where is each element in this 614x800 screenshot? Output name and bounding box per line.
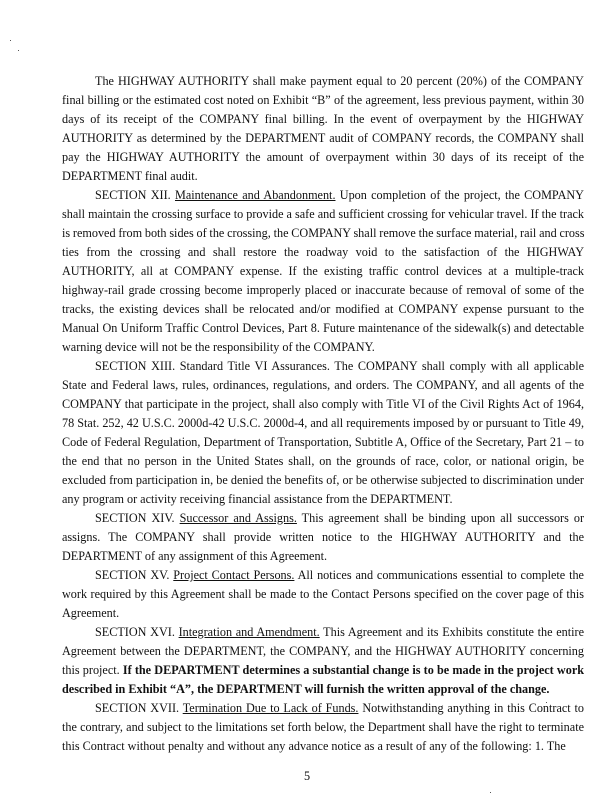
text-run: warning device will not be the responsibility of the COMPANY. xyxy=(62,340,375,354)
text-run: AUTHORITY, all at COMPANY expense. If the existing traffic control devices at a multiple-track xyxy=(62,264,584,278)
text-run: All notices and communications essential to complete the xyxy=(294,568,584,582)
text-line xyxy=(62,338,584,357)
bold-text: If the DEPARTMENT determines a substantial change is to be made in the project work xyxy=(122,663,585,677)
text-run: SECTION XII. xyxy=(95,188,175,202)
text-run: the end that no person in the United States shall, on the grounds of race, color, or national origin, be xyxy=(62,454,584,468)
text-run: Upon completion of the project, the COMPANY xyxy=(335,188,584,202)
text-line xyxy=(62,186,584,205)
section-heading: Maintenance and Abandonment. xyxy=(174,188,336,202)
text-line xyxy=(62,528,584,547)
text-line xyxy=(62,737,584,756)
text-run: days of its receipt of the COMPANY final billing. In the event of overpayment by the HIGHWAY xyxy=(62,112,584,126)
section-heading: Termination Due to Lack of Funds. xyxy=(182,701,359,715)
text-line xyxy=(62,395,584,414)
text-run: Agreement. xyxy=(62,606,120,620)
text-run: highway-rail grade crossing become improperly placed or inaccurate because of removal of some of the xyxy=(62,283,584,297)
section-heading: Successor and Assigns. xyxy=(179,511,297,525)
text-run: 78 Stat. 252, 42 U.S.C. 2000d-42 U.S.C. 2000d-4, and all requirements imposed by or pursuant to Title 49, xyxy=(62,416,584,430)
text-line xyxy=(62,167,584,186)
text-line xyxy=(62,357,584,376)
text-line xyxy=(62,91,584,110)
text-run: SECTION XVI. xyxy=(95,625,179,639)
text-line xyxy=(62,262,584,281)
text-line xyxy=(62,300,584,319)
text-run: final billing or the estimated cost noted on Exhibit “B” of the agreement, less previous payment, within 30 xyxy=(62,93,584,107)
text-run: any program or activity receiving financial assistance from the DEPARTMENT. xyxy=(62,492,453,506)
text-run: This agreement shall be binding upon all successors or xyxy=(296,511,584,525)
text-line xyxy=(62,699,584,718)
text-run: SECTION XV. xyxy=(95,568,174,582)
text-line xyxy=(62,129,584,148)
document-body xyxy=(62,72,584,756)
section-heading: Integration and Amendment. xyxy=(178,625,320,639)
text-line xyxy=(62,452,584,471)
page-number: 5 xyxy=(303,769,311,783)
text-run: pay the HIGHWAY AUTHORITY the amount of overpayment within 30 days of its receipt of the xyxy=(62,150,584,164)
text-run: SECTION XIV. xyxy=(95,511,180,525)
text-run: The HIGHWAY AUTHORITY shall make payment equal to 20 percent (20%) of the COMPANY xyxy=(95,74,584,88)
text-line xyxy=(62,490,584,509)
text-run: tracks, the existing devices shall be relocated and/or modified at COMPANY expense pursuant to the xyxy=(62,302,584,316)
text-line xyxy=(62,509,584,528)
text-line xyxy=(62,148,584,167)
text-run: COMPANY that participate in the project, shall also comply with Title VI of the Civil Rights Act of 1964, xyxy=(62,397,584,411)
scan-speck xyxy=(490,792,491,793)
text-run: DEPARTMENT final audit. xyxy=(62,169,198,183)
text-line xyxy=(62,414,584,433)
text-run: Agreement between the DEPARTMENT, the COMPANY, and the HIGHWAY AUTHORITY concerning xyxy=(62,644,584,658)
bold-text: described in Exhibit “A”, the DEPARTMENT will furnish the written approval of the change. xyxy=(62,682,550,696)
text-run: Notwithstanding anything in this Contract to xyxy=(358,701,584,715)
text-run: This Agreement and its Exhibits constitute the entire xyxy=(319,625,584,639)
scan-speck xyxy=(18,50,19,51)
text-line xyxy=(62,243,584,262)
text-run: ties from the crossing and shall restore the roadway void to the satisfaction of the HIGHWAY xyxy=(62,245,584,259)
text-line xyxy=(62,319,584,338)
text-line xyxy=(62,661,584,680)
text-run: Manual On Uniform Traffic Control Devices, Part 8. Future maintenance of the sidewalk(s) and detectable xyxy=(62,321,584,335)
text-run: work required by this Agreement shall be made to the Contact Persons specified on the cover page of this xyxy=(62,587,584,601)
text-run: SECTION XVII. xyxy=(95,701,183,715)
text-run: DEPARTMENT of any assignment of this Agreement. xyxy=(62,549,327,563)
text-run: shall maintain the crossing surface to provide a safe and sufficient crossing for vehicular travel. If the track xyxy=(62,207,584,221)
text-line xyxy=(62,547,584,566)
text-run: SECTION XIII. Standard Title VI Assurances. The COMPANY shall comply with all applicable xyxy=(95,359,584,373)
text-line xyxy=(62,604,584,623)
text-line xyxy=(62,376,584,395)
text-run: this project. xyxy=(62,663,123,677)
text-run: Code of Federal Regulation, Department of Transportation, Subtitle A, Office of the Secretary, Part 21 – to xyxy=(62,435,584,449)
text-line xyxy=(62,205,584,224)
text-line xyxy=(62,623,584,642)
text-line xyxy=(62,471,584,490)
text-run: is removed from both sides of the crossing, the COMPANY shall remove the surface material, rail and cross xyxy=(62,226,585,240)
text-line xyxy=(62,110,584,129)
text-run: the contrary, and subject to the limitations set forth below, the Department shall have the right to terminate xyxy=(62,720,584,734)
text-run: this Contract without penalty and without any advance notice as a result of any of the following: 1. The xyxy=(62,739,566,753)
text-line xyxy=(62,680,584,699)
text-run: excluded from participation in, be denied the benefits of, or be otherwise subjected to discrimination under xyxy=(62,473,584,487)
text-run: AUTHORITY as determined by the DEPARTMENT audit of COMPANY records, the COMPANY shall xyxy=(62,131,584,145)
section-heading: Project Contact Persons. xyxy=(173,568,295,582)
scan-speck xyxy=(10,40,11,41)
text-line xyxy=(62,585,584,604)
text-line xyxy=(62,718,584,737)
text-line xyxy=(62,224,584,243)
text-run: assigns. The COMPANY shall provide written notice to the HIGHWAY AUTHORITY and the xyxy=(62,530,584,544)
text-run: State and Federal laws, rules, ordinances, regulations, and orders. The COMPANY, and all agents of the xyxy=(62,378,584,392)
text-line xyxy=(62,642,584,661)
text-line xyxy=(62,433,584,452)
text-line xyxy=(62,566,584,585)
text-line xyxy=(62,281,584,300)
text-line xyxy=(62,72,584,91)
